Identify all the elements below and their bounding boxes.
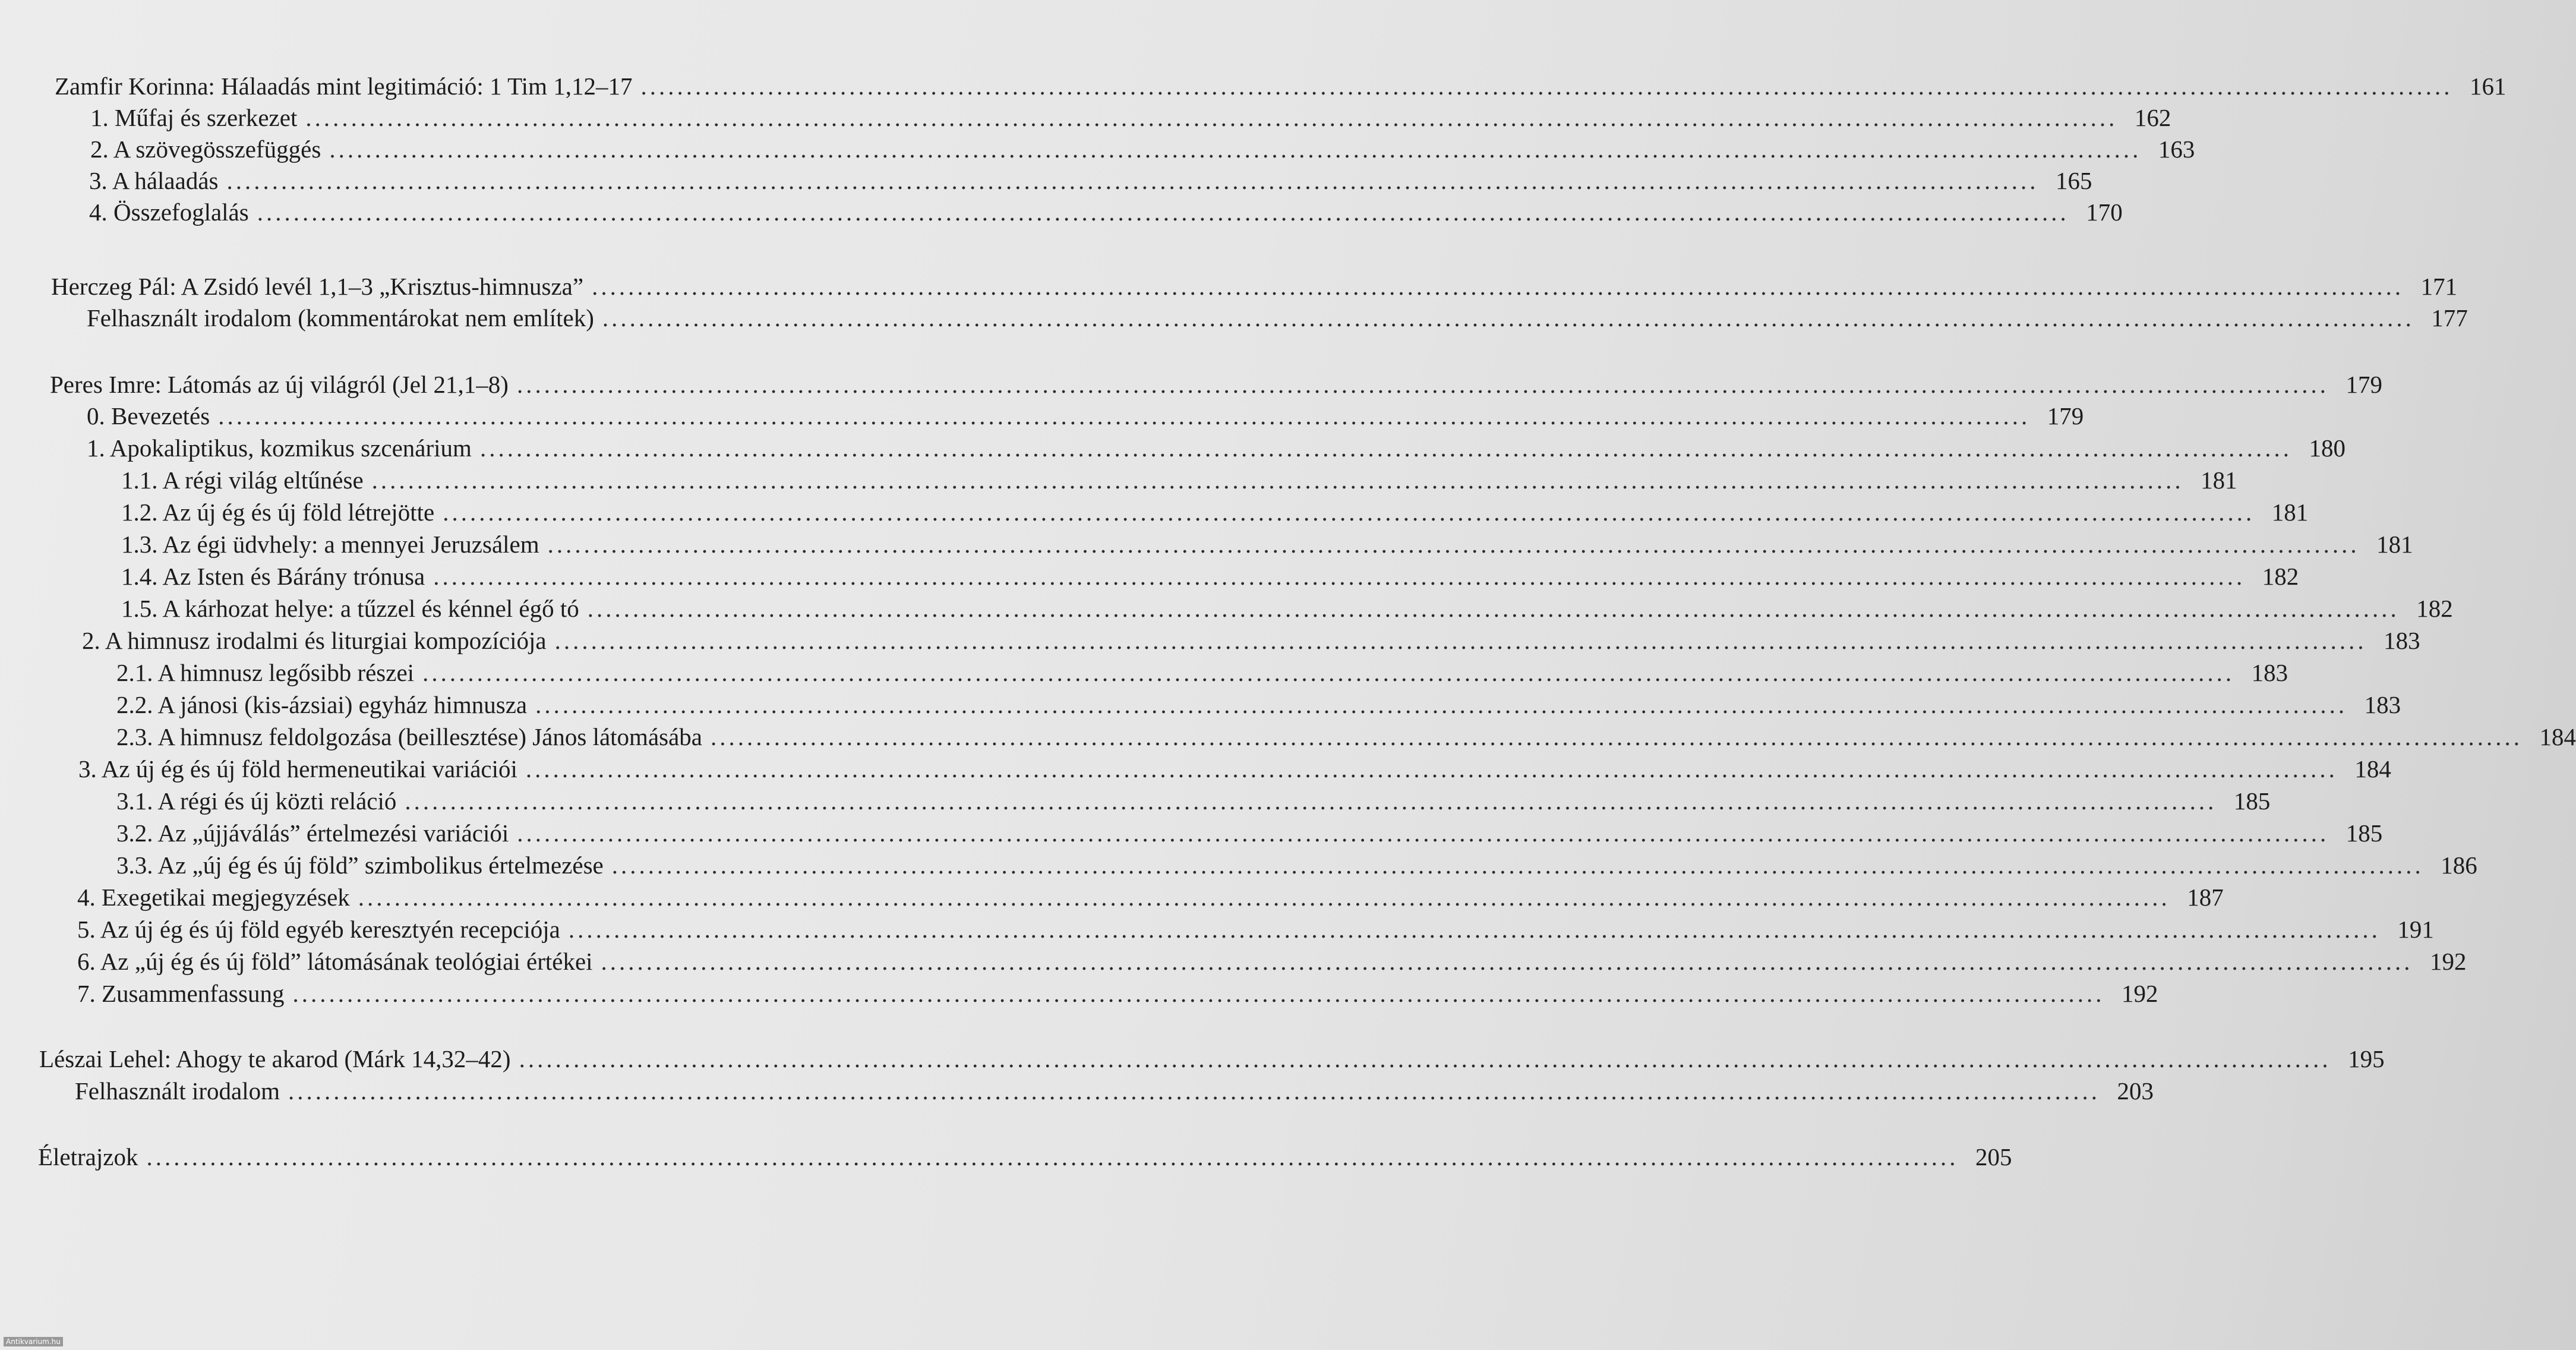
toc-entry-title: 6. Az „új ég és új föld” látomásának teológiai értékei (77, 948, 593, 975)
toc-entry-page: 161 (2469, 72, 2506, 100)
toc-entry-section (90, 128, 2195, 163)
toc-entry-page: 184 (2539, 723, 2576, 750)
toc-entry-section (89, 160, 2092, 194)
toc-entry-subsection (116, 684, 2401, 718)
toc-entry-page: 187 (2187, 884, 2224, 911)
leader-dots: ........................................................................................................................................................................................................ (602, 304, 2414, 332)
toc-entry-section (77, 973, 2158, 1007)
toc-entry-title: 1.3. Az égi üdvhely: a mennyei Jeruzsálem (121, 531, 539, 558)
toc-entry-section (87, 395, 2084, 430)
toc-entry-page: 184 (2354, 755, 2391, 783)
toc-entry-subsection (116, 652, 2288, 686)
toc-entry-title: 2.3. A himnusz feldolgozása (beillesztése) János látomásába (116, 723, 703, 750)
leader-dots: ........................................................................................................................................................................................................ (611, 851, 2424, 879)
toc-entry-title: 3.3. Az „új ég és új föld” szimbolikus értelmezése (116, 851, 604, 879)
toc-entry-title: 4. Exegetikai megjegyzések (77, 884, 350, 911)
toc-entry-title: Felhasznált irodalom (75, 1077, 280, 1105)
toc-entry-section (87, 427, 2345, 462)
toc-entry-subsection (121, 459, 2237, 494)
toc-entry-title: 2.2. A jánosi (kis-ázsiai) egyház himnusza (116, 691, 528, 718)
toc-entry-page: 171 (2420, 273, 2458, 300)
toc-entry-page: 179 (2047, 402, 2084, 430)
leader-dots: ........................................................................................................................................................................................................ (358, 884, 2170, 911)
toc-entry-page: 181 (2376, 531, 2413, 558)
leader-dots: ........................................................................................................................................................................................................ (288, 1077, 2100, 1105)
toc-entry-section (90, 97, 2171, 131)
toc-entry-page: 181 (2271, 499, 2309, 526)
toc-entry-section (77, 909, 2434, 943)
toc-entry-page: 183 (2251, 659, 2288, 686)
toc-entry-page: 162 (2134, 104, 2171, 131)
leader-dots: ........................................................................................................................................................................................................ (422, 659, 2235, 686)
toc-entry-page: 191 (2397, 916, 2434, 943)
leader-dots: ........................................................................................................................................................................................................ (226, 167, 2039, 194)
leader-dots: ........................................................................................................................................................................................................ (601, 948, 2413, 975)
toc-entry-article (51, 266, 2458, 300)
toc-entry-page: 183 (2384, 627, 2420, 654)
leader-dots: ........................................................................................................................................................................................................ (443, 499, 2255, 526)
toc-entry-page: 182 (2416, 595, 2453, 622)
toc-entry-page: 186 (2441, 851, 2477, 879)
toc-entry-page: 177 (2431, 304, 2468, 332)
toc-entry-subsection (121, 556, 2299, 590)
leader-dots: ........................................................................................................................................................................................................ (587, 595, 2400, 622)
toc-entry-title: 1.5. A kárhozat helye: a tűzzel és kénnel égő tó (121, 595, 579, 622)
toc-entry-section (77, 941, 2467, 975)
toc-entry-subsection (121, 491, 2309, 526)
toc-entry-title: 1.1. A régi világ eltűnése (121, 466, 364, 494)
toc-entry-page: 205 (1975, 1143, 2012, 1171)
leader-dots: ........................................................................................................................................................................................................ (329, 135, 2142, 163)
toc-entry-subsection (116, 844, 2477, 879)
toc-entry-article (38, 1136, 2012, 1171)
toc-entry-title: 1.2. Az új ég és új föld létrejötte (121, 499, 435, 526)
toc-entry-title: Peres Imre: Látomás az új világról (Jel 21,1–8) (50, 371, 509, 398)
toc-entry-title: 2. A szövegösszefüggés (90, 135, 321, 163)
leader-dots: ........................................................................................................................................................................................................ (592, 273, 2404, 300)
toc-entry-title: 3.1. A régi és új közti reláció (116, 787, 397, 815)
toc-entry-title: Lészai Lehel: Ahogy te akarod (Márk 14,32–42) (39, 1045, 511, 1073)
toc-entry-title: 1.4. Az Isten és Bárány trónusa (121, 563, 425, 590)
toc-entry-title: 3. Az új ég és új föld hermeneutikai variációi (78, 755, 517, 783)
toc-entry-section (82, 620, 2420, 654)
toc-entry-subsection (121, 523, 2413, 558)
leader-dots: ........................................................................................................................................................................................................ (516, 371, 2329, 398)
toc-entry-section (77, 876, 2224, 911)
toc-entry-page: 182 (2262, 563, 2299, 590)
toc-entry-page: 165 (2055, 167, 2092, 194)
leader-dots: ........................................................................................................................................................................................................ (525, 755, 2338, 783)
leader-dots: ........................................................................................................................................................................................................ (547, 531, 2360, 558)
toc-entry-page: 183 (2364, 691, 2401, 718)
toc-entry-page: 170 (2086, 198, 2123, 226)
leader-dots: ........................................................................................................................................................................................................ (535, 691, 2348, 718)
toc-entry-title: Zamfir Korinna: Hálaadás mint legitimáció: 1 Tim 1,12–17 (55, 72, 633, 100)
toc-entry-title: 5. Az új ég és új föld egyéb keresztyén recepciója (77, 916, 560, 943)
toc-entry-subsection (116, 716, 2576, 750)
watermark: Antikvarium.hu (4, 1337, 63, 1346)
toc-entry-title: 3.2. Az „újjáválás” értelmezési variációi (116, 819, 509, 847)
leader-dots: ........................................................................................................................................................................................................ (640, 72, 2453, 100)
toc-entry-page: 192 (2121, 980, 2158, 1007)
toc-entry-page: 185 (2233, 787, 2271, 815)
leader-dots: ........................................................................................................................................................................................................ (371, 466, 2184, 494)
leader-dots: ........................................................................................................................................................................................................ (257, 198, 2069, 226)
toc-entry-article (39, 1038, 2385, 1073)
leader-dots: ........................................................................................................................................................................................................ (146, 1143, 1959, 1171)
leader-dots: ........................................................................................................................................................................................................ (711, 723, 2523, 750)
leader-dots: ........................................................................................................................................................................................................ (405, 787, 2217, 815)
toc-entry-article (50, 364, 2382, 398)
toc-entry-title: 2. A himnusz irodalmi és liturgiai kompozíciója (82, 627, 547, 654)
toc-entry-subsection (116, 780, 2271, 815)
toc-entry-page: 185 (2345, 819, 2383, 847)
toc-entry-subsection (116, 812, 2383, 847)
toc-entry-article (55, 65, 2506, 100)
toc-entry-title: 4. Összefoglalás (89, 198, 249, 226)
toc-entry-title: 3. A hálaadás (89, 167, 219, 194)
toc-entry-page: 179 (2345, 371, 2382, 398)
toc-entry-title: Életrajzok (38, 1143, 138, 1171)
toc-entry-section (89, 191, 2123, 226)
toc-entry-title: 7. Zusammenfassung (77, 980, 285, 1007)
toc-entry-title: 2.1. A himnusz legősibb részei (116, 659, 415, 686)
toc-entry-section (78, 748, 2391, 783)
leader-dots: ........................................................................................................................................................................................................ (292, 980, 2105, 1007)
toc-entry-page: 181 (2201, 466, 2237, 494)
leader-dots: ........................................................................................................................................................................................................ (433, 563, 2246, 590)
toc-entry-page: 192 (2430, 948, 2467, 975)
toc-entry-section (75, 1070, 2154, 1105)
leader-dots: ........................................................................................................................................................................................................ (305, 104, 2118, 131)
toc-entry-title: Felhasznált irodalom (kommentárokat nem említek) (87, 304, 594, 332)
leader-dots: ........................................................................................................................................................................................................ (517, 819, 2329, 847)
leader-dots: ........................................................................................................................................................................................................ (479, 434, 2292, 462)
leader-dots: ........................................................................................................................................................................................................ (519, 1045, 2331, 1073)
toc-entry-section (87, 297, 2468, 332)
toc-entry-subsection (121, 588, 2453, 622)
toc-entry-page: 163 (2158, 135, 2195, 163)
toc-entry-page: 180 (2309, 434, 2345, 462)
leader-dots: ........................................................................................................................................................................................................ (554, 627, 2367, 654)
toc-entry-page: 203 (2117, 1077, 2154, 1105)
toc-entry-page: 195 (2348, 1045, 2385, 1073)
leader-dots: ........................................................................................................................................................................................................ (568, 916, 2381, 943)
toc-entry-title: 0. Bevezetés (87, 402, 210, 430)
toc-entry-title: 1. Műfaj és szerkezet (90, 104, 298, 131)
toc-entry-title: Herczeg Pál: A Zsidó levél 1,1–3 „Krisztus-himnusza” (51, 273, 584, 300)
toc-entry-title: 1. Apokaliptikus, kozmikus szcenárium (87, 434, 472, 462)
leader-dots: ........................................................................................................................................................................................................ (218, 402, 2031, 430)
